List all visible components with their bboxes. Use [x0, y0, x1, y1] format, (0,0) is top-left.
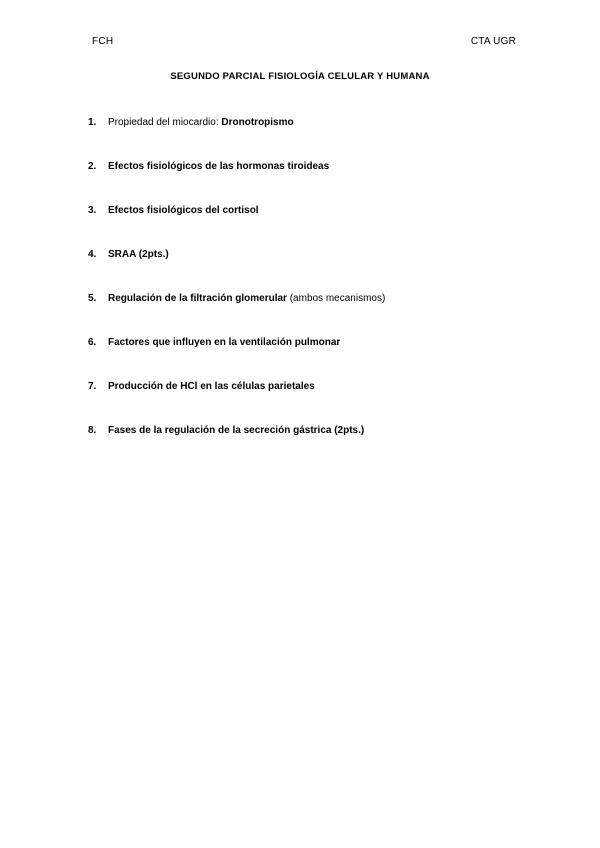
question-item: [88, 248, 528, 292]
question-bold-text: Efectos fisiológicos de las hormonas tiroideas: [108, 161, 330, 172]
question-text: [108, 160, 329, 174]
question-text: [108, 248, 169, 262]
question-text: [108, 204, 259, 218]
question-number: 8.: [88, 425, 97, 436]
question-plain-text: Propiedad del miocardio:: [108, 117, 222, 128]
question-number: 2.: [88, 161, 97, 172]
question-text: [108, 292, 385, 306]
question-number: 3.: [88, 205, 97, 216]
question-number: 6.: [88, 337, 97, 348]
question-list: [88, 116, 528, 468]
question-item: [88, 424, 528, 468]
question-bold-text: Efectos fisiológicos del cortisol: [108, 205, 259, 216]
question-number: 5.: [88, 293, 97, 304]
question-text: [108, 116, 294, 130]
question-item: [88, 204, 528, 248]
question-number: 7.: [88, 381, 97, 392]
header-institution-left: FCH: [92, 36, 114, 47]
question-text: [108, 336, 340, 350]
question-bold-text: SRAA (2pts.): [108, 249, 169, 260]
question-text: [108, 380, 315, 394]
question-suffix-text: (ambos mecanismos): [286, 293, 386, 304]
question-item: [88, 336, 528, 380]
question-number: 1.: [88, 117, 97, 128]
question-bold-text: Producción de HCl en las células parietales: [108, 381, 315, 392]
question-bold-text: Dronotropismo: [221, 117, 294, 128]
question-item: [88, 160, 528, 204]
question-bold-text: Fases de la regulación de la secreción gástrica (2pts.): [108, 425, 365, 436]
question-bold-text: Factores que influyen en la ventilación pulmonar: [108, 337, 341, 348]
question-text: [108, 424, 364, 438]
question-item: [88, 116, 528, 160]
question-number: 4.: [88, 249, 97, 260]
question-bold-text: Regulación de la filtración glomerular: [108, 293, 287, 304]
question-item: [88, 292, 528, 336]
question-item: [88, 380, 528, 424]
header-institution-right: CTA UGR: [470, 36, 516, 47]
exam-title: SEGUNDO PARCIAL FISIOLOGÍA CELULAR Y HUMANA: [170, 71, 430, 82]
